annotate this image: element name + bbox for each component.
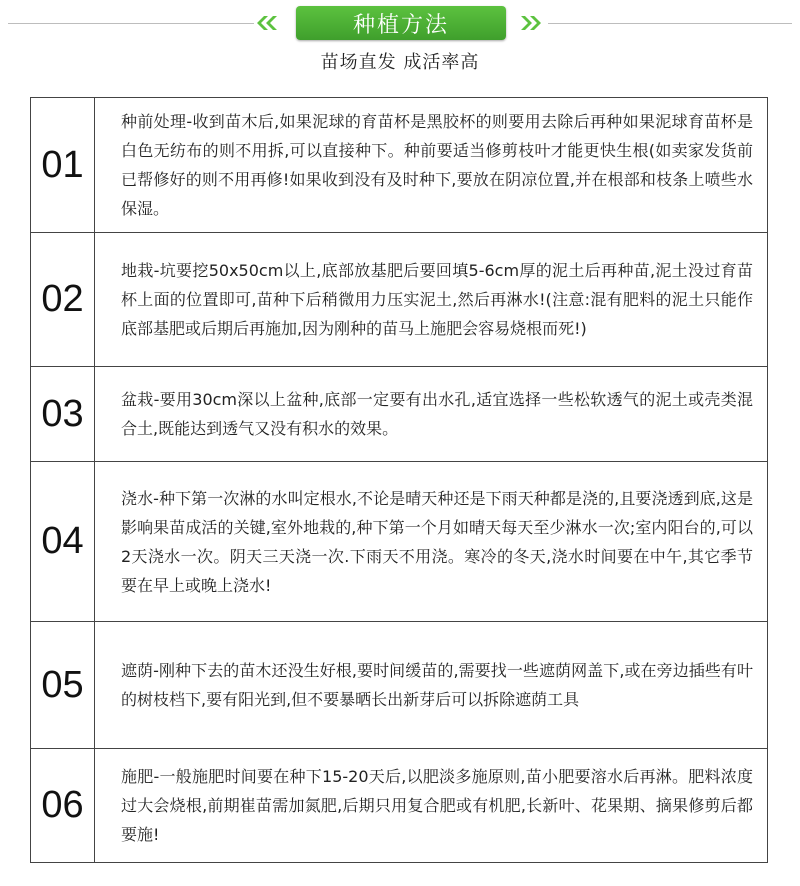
table-row — [31, 622, 767, 749]
step-text: 盆栽-要用30cm深以上盆种,底部一定要有出水孔,适宜选择一些松软透气的泥土或壳类混合土,既能达到透气又没有积水的效果。 — [121, 390, 753, 438]
step-text: 地栽-坑要挖50x50cm以上,底部放基肥后要回填5-6cm厚的泥土后再种苗,泥土没过育苗杯上面的位置即可,苗种下后稍微用力压实泥土,然后再淋水!(注意:混有肥料的泥土只能作底部基肥或后期后再施加,因为刚种的苗马上施肥会容易烧根而死!) — [121, 261, 753, 338]
table-row — [31, 462, 767, 622]
step-number: 05 — [31, 622, 95, 748]
step-number: 01 — [31, 98, 95, 232]
table-row — [31, 233, 767, 367]
table-row — [31, 749, 767, 862]
divider-right — [548, 23, 792, 24]
step-text: 遮荫-刚种下去的苗木还没生好根,要时间缓苗的,需要找一些遮荫网盖下,或在旁边插些有叶的树枝档下,要有阳光到,但不要暴晒长出新芽后可以拆除遮荫工具 — [121, 661, 753, 709]
step-number: 06 — [31, 749, 95, 862]
step-text: 浇水-种下第一次淋的水叫定根水,不论是晴天种还是下雨天种都是浇的,且要浇透到底,这是影响果苗成活的关键,室外地栽的,种下第一个月如晴天每天至少淋水一次;室内阳台的,可以2天浇水一次。阴天三天浇一次.下雨天不用浇。寒冷的冬天,浇水时间要在中午,其它季节要在早上或晚上浇水! — [121, 488, 753, 595]
header — [0, 0, 800, 90]
double-chevron-icon — [517, 13, 543, 33]
step-number: 03 — [31, 367, 95, 461]
subtitle: 苗场直发 成活率高 — [320, 52, 480, 73]
planting-method-table — [30, 97, 768, 863]
section-title-badge — [296, 6, 506, 40]
step-number: 02 — [31, 233, 95, 366]
table-row — [31, 367, 767, 462]
double-chevron-icon — [255, 13, 281, 33]
table-row — [31, 98, 767, 233]
divider-left — [8, 23, 254, 24]
section-title: 种植方法 — [352, 12, 449, 38]
step-text: 种前处理-收到苗木后,如果泥球的育苗杯是黑胶杯的则要用去除后再种如果泥球育苗杯是白色无纺布的则不用拆,可以直接种下。种前要适当修剪枝叶才能更快生根(如卖家发货前已帮修好的则不用再修!如果收到没有及时种下,要放在阴凉位置,并在根部和枝条上喷些水保湿。 — [121, 112, 753, 218]
step-text: 施肥-一般施肥时间要在种下15-20天后,以肥淡多施原则,苗小肥要溶水后再淋。肥料浓度过大会烧根,前期崔苗需加氮肥,后期只用复合肥或有机肥,长新叶、花果期、摘果修剪后都要施! — [121, 767, 753, 844]
step-number: 04 — [31, 462, 95, 621]
